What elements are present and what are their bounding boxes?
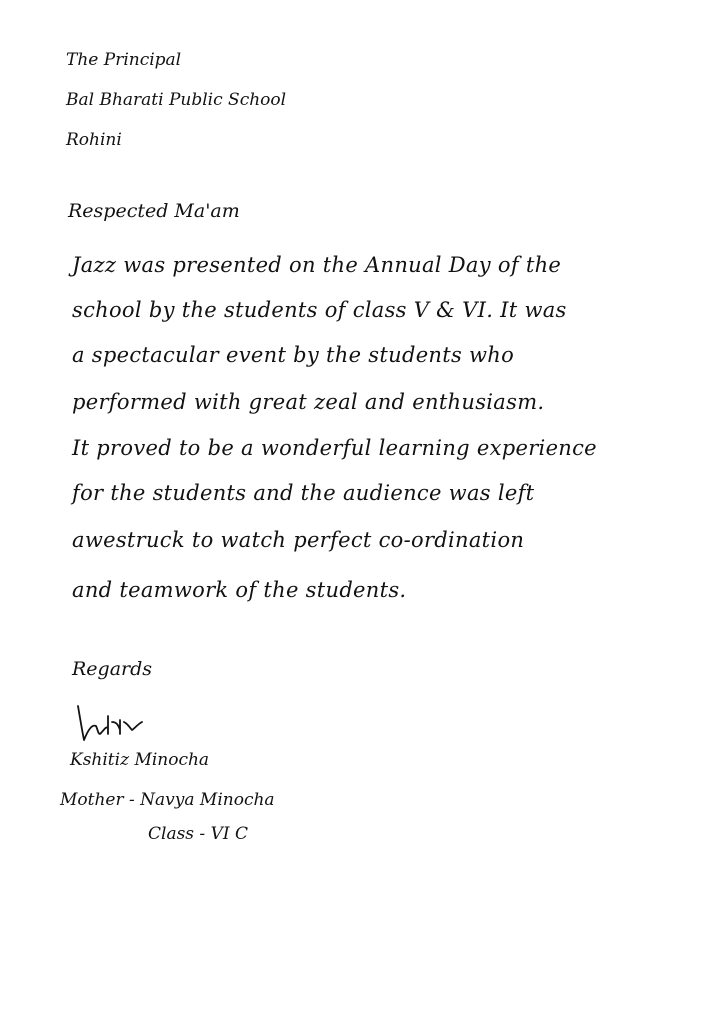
body-line: for the students and the audience was left (72, 481, 535, 505)
body-line: It proved to be a wonderful learning experience (72, 436, 597, 460)
sender-class: Class - VI C (148, 824, 248, 844)
closing-regards: Regards (72, 658, 153, 680)
salutation: Respected Ma'am (68, 200, 240, 222)
recipient-school: Bal Bharati Public School (66, 90, 287, 110)
body-line: a spectacular event by the students who (72, 343, 515, 367)
body-line: performed with great zeal and enthusiasm. (72, 390, 545, 414)
body-line: Jazz was presented on the Annual Day of the (72, 253, 562, 277)
body-line: school by the students of class V & VI. It was (72, 298, 567, 322)
sender-name: Kshitiz Minocha (70, 750, 210, 770)
body-line: awestruck to watch perfect co-ordination (72, 528, 525, 552)
sender-mother: Mother - Navya Minocha (60, 790, 275, 810)
recipient-title: The Principal (66, 50, 182, 70)
recipient-location: Rohini (66, 130, 122, 150)
handwritten-signature (72, 700, 152, 746)
body-line: and teamwork of the students. (72, 578, 407, 602)
